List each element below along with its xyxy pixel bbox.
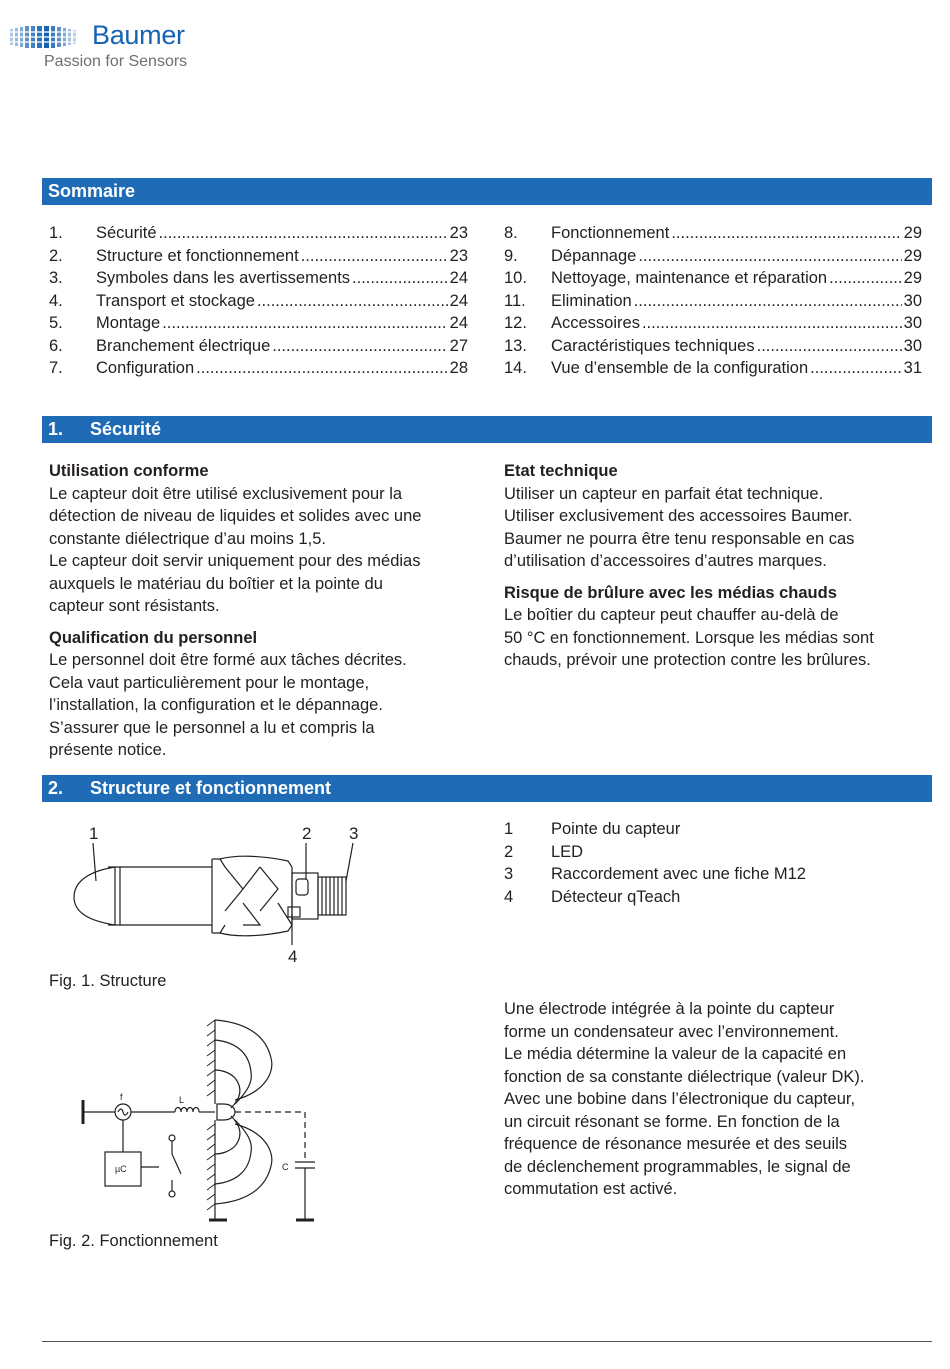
toc-title: Sommaire <box>48 181 136 201</box>
block-heading: Qualification du personnel <box>49 628 258 647</box>
section-number: 1. <box>48 419 64 439</box>
toc-entry-title: Accessoires <box>551 314 640 332</box>
footer-divider <box>42 1341 932 1342</box>
toc-entry-title: Configuration <box>96 359 195 377</box>
toc-leader-dots <box>352 267 448 290</box>
function-description <box>504 998 932 1210</box>
block-text: Le capteur doit être utilisé exclusivement pour la détection de niveau de liquides et solides avec une constante diélectrique d’au moins 1,5. Le capteur doit servir uniquement pour des médias auxquels le matériau du boîtier et la pointe du capteur sont résistants. <box>49 484 422 615</box>
toc-leader-dots <box>159 222 448 245</box>
toc-entry-title: Elimination <box>551 291 632 310</box>
toc-entry-number: 7. <box>49 359 63 377</box>
legend-item: 3 Raccordement avec une fiche M12 <box>504 865 806 883</box>
toc-entry-page: 24 <box>449 291 468 310</box>
toc-entry[interactable] <box>49 312 468 335</box>
section-1-header <box>42 416 932 443</box>
toc-entry-title: Fonctionnement <box>551 224 670 242</box>
toc-leader-dots <box>638 245 901 268</box>
sensor-structure-figure <box>60 815 390 970</box>
callout-3: 3 <box>349 824 359 843</box>
toc-entry-number: 4. <box>49 291 63 310</box>
wall-hatching <box>207 1020 215 1210</box>
toc-entry-number: 12. <box>504 314 527 332</box>
section-2-header <box>42 775 932 802</box>
legend-item: 2 LED <box>504 842 584 861</box>
caption-label: Fig. 2. <box>49 1232 95 1250</box>
label-c: C <box>282 1162 289 1172</box>
legend-item: 4 Détecteur qTeach <box>504 887 681 906</box>
figure-2-caption <box>49 1232 218 1251</box>
label-l: L <box>179 1095 185 1105</box>
toc-leader-dots <box>301 245 448 268</box>
toc-entry[interactable] <box>49 245 468 268</box>
toc-entry-page: 27 <box>449 336 468 355</box>
toc-entry[interactable] <box>504 267 922 290</box>
toc-entry[interactable] <box>49 335 468 358</box>
toc-entry[interactable] <box>504 357 922 380</box>
toc-entry[interactable] <box>49 290 468 313</box>
toc-entry-title: Caractéristiques techniques <box>551 336 755 355</box>
toc-left-column <box>49 222 468 380</box>
toc-entry-title: Dépannage <box>551 246 637 265</box>
toc-leader-dots <box>196 357 447 380</box>
legend-item: 1 Pointe du capteur <box>504 820 681 838</box>
toc-entry-page: 29 <box>903 246 922 265</box>
toc-entry-page: 30 <box>903 336 922 355</box>
toc-entry-title: Symboles dans les avertissements <box>96 269 351 287</box>
logo-grid-icon <box>10 26 78 48</box>
section-title: Structure et fonctionnement <box>90 778 332 798</box>
toc-entry-number: 3. <box>49 269 63 287</box>
toc-entry-number: 5. <box>49 314 63 332</box>
toc-entry[interactable] <box>504 290 922 313</box>
caption-text: Fonctionnement <box>99 1232 218 1250</box>
description-text: Une électrode intégrée à la pointe du capteur forme un condensateur avec l’environnement. Le média détermine la valeur de la capacité en fonction de sa constante diélectrique (valeur DK). Avec une bobine dans l’électronique du capteur, un circuit résonant se forme. En fonction de la fréquence de résonance mesurée et des seuils de déclenchement programmables, le signal de commutation est activé. <box>504 1000 865 1198</box>
block-text: Utiliser un capteur en parfait état technique. Utiliser exclusivement des accessoires Baumer. Baumer ne pourra être tenu responsable en cas d’utilisation d’accessoires d’autres marques. <box>504 484 855 570</box>
toc-entry[interactable] <box>504 222 922 245</box>
brand-name: Baumer <box>92 20 185 50</box>
toc-entry[interactable] <box>49 357 468 380</box>
section-1-right-column <box>504 460 932 681</box>
caption-label: Fig. 1. <box>49 972 95 990</box>
toc-entry-title: Structure et fonctionnement <box>96 246 299 265</box>
toc-entry-page: 23 <box>449 246 468 265</box>
toc-leader-dots <box>642 312 902 335</box>
toc-entry-number: 13. <box>504 336 527 355</box>
toc-entry-title: Branchement électrique <box>96 336 271 355</box>
toc-header <box>42 178 932 205</box>
block-heading: Risque de brûlure avec les médias chauds <box>504 583 837 602</box>
block-heading: Etat technique <box>504 462 618 480</box>
toc-entry[interactable] <box>504 335 922 358</box>
toc-entry-number: 9. <box>504 246 518 265</box>
toc-entry-title: Nettoyage, maintenance et réparation <box>551 269 828 287</box>
toc-entry-number: 8. <box>504 224 518 242</box>
block-heading: Utilisation conforme <box>49 462 209 480</box>
toc-entry-title: Montage <box>96 314 161 332</box>
toc-entry-page: 23 <box>449 224 468 242</box>
toc-entry-number: 1. <box>49 224 63 242</box>
block-text: Le boîtier du capteur peut chauffer au-delà de 50 °C en fonctionnement. Lorsque les médias sont chauds, prévoir une protection contre les brûlures. <box>504 606 874 669</box>
label-uc: µC <box>115 1164 127 1174</box>
function-schematic-figure <box>75 1012 335 1227</box>
block-text: Le personnel doit être formé aux tâches décrites. Cela vaut particulièrement pour le montage, l’installation, la configuration et le dépannage. S’assurer que le personnel a lu et compris la présente notice. <box>49 651 407 759</box>
toc-entry-page: 30 <box>903 314 922 332</box>
toc-entry-page: 29 <box>903 224 922 242</box>
figure-1-caption <box>49 972 166 991</box>
toc-leader-dots <box>671 222 901 245</box>
toc-leader-dots <box>757 335 902 358</box>
caption-text: Structure <box>99 972 167 990</box>
toc-entry[interactable] <box>49 267 468 290</box>
toc-entry-number: 6. <box>49 336 63 355</box>
callout-4: 4 <box>288 947 298 966</box>
callout-1: 1 <box>89 824 99 843</box>
toc-entry-number: 10. <box>504 269 527 287</box>
toc-entry-number: 14. <box>504 359 527 377</box>
toc-entry-page: 31 <box>903 359 922 377</box>
toc-leader-dots <box>810 357 901 380</box>
toc-entry-page: 24 <box>449 314 468 332</box>
toc-entry-page: 24 <box>449 269 468 287</box>
section-title: Sécurité <box>90 419 162 439</box>
toc-leader-dots <box>257 290 448 313</box>
callout-2: 2 <box>302 824 312 843</box>
toc-entry-page: 30 <box>903 291 922 310</box>
toc-entry[interactable] <box>504 312 922 335</box>
section-1-left-column <box>49 460 479 771</box>
toc-entry-title: Vue d’ensemble de la configuration <box>551 359 809 377</box>
toc-entry-page: 29 <box>903 269 922 287</box>
toc-entry-title: Transport et stockage <box>96 291 255 310</box>
toc-entry-title: Sécurité <box>96 224 157 242</box>
toc-leader-dots <box>272 335 447 358</box>
structure-legend <box>504 818 806 908</box>
toc-leader-dots <box>634 290 902 313</box>
toc-entry[interactable] <box>49 222 468 245</box>
toc-entry-number: 11. <box>504 291 526 310</box>
toc-leader-dots <box>162 312 447 335</box>
label-f: f <box>120 1092 123 1102</box>
toc-leader-dots <box>829 267 902 290</box>
toc-entry-page: 28 <box>449 359 468 377</box>
toc-entry[interactable] <box>504 245 922 268</box>
toc-entry-number: 2. <box>49 246 63 265</box>
section-number: 2. <box>48 778 64 798</box>
toc-right-column <box>504 222 922 380</box>
brand-tagline: Passion for Sensors <box>44 53 188 70</box>
